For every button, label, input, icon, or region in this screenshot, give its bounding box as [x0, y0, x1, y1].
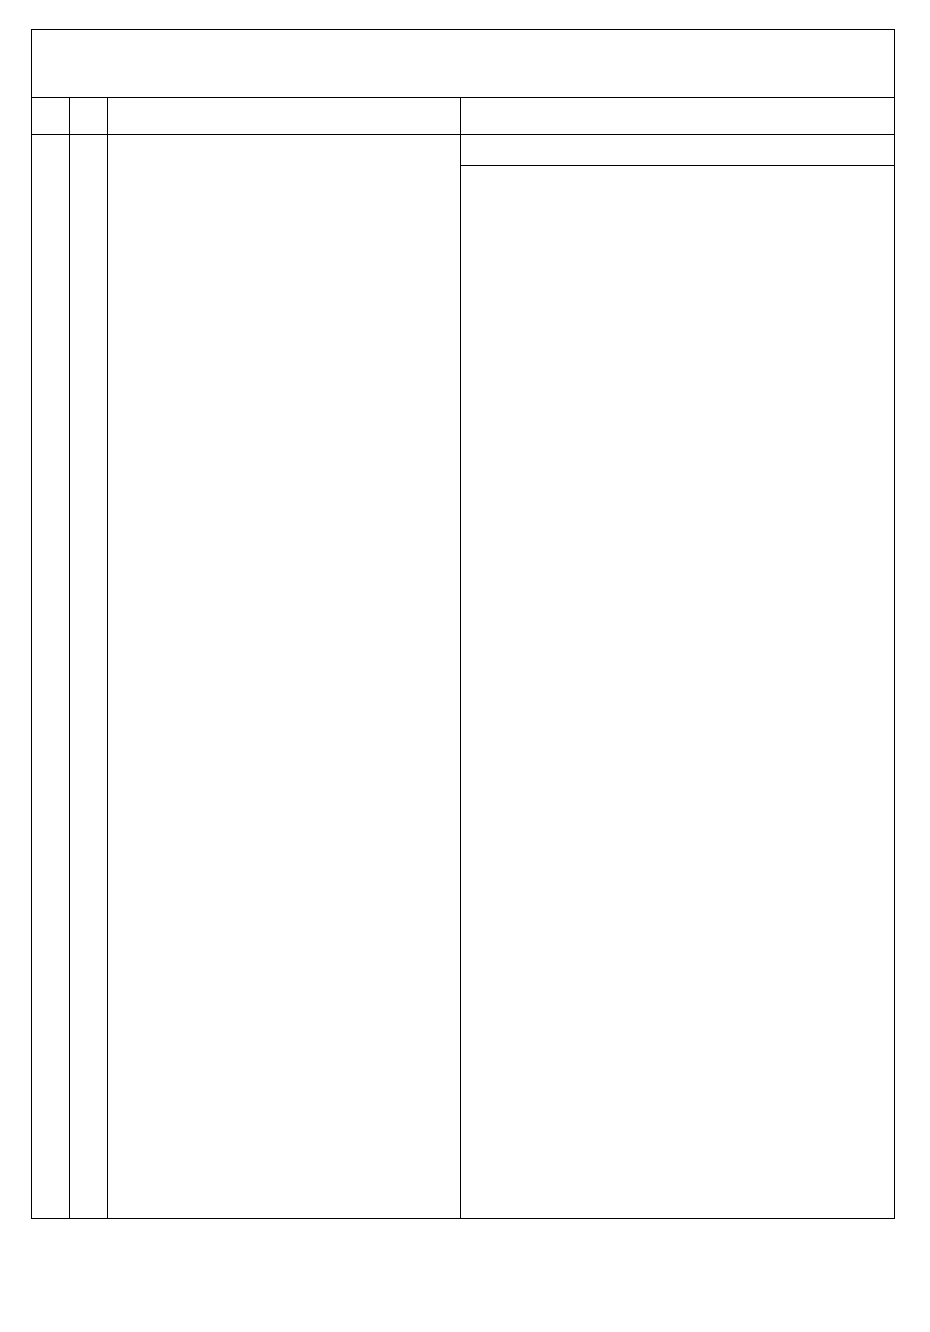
schedule-sheet	[31, 29, 895, 1219]
header-day	[32, 98, 69, 135]
notes-panel	[461, 168, 893, 602]
divider-weekday	[107, 98, 108, 1218]
notes-first-row	[461, 135, 894, 166]
header-hours	[107, 98, 461, 135]
weekend-hours	[465, 396, 893, 546]
header-weekday	[69, 98, 107, 135]
page-title	[32, 30, 894, 98]
header-notes	[461, 98, 894, 135]
divider-day	[69, 98, 70, 1218]
weekday-hours	[465, 222, 893, 372]
